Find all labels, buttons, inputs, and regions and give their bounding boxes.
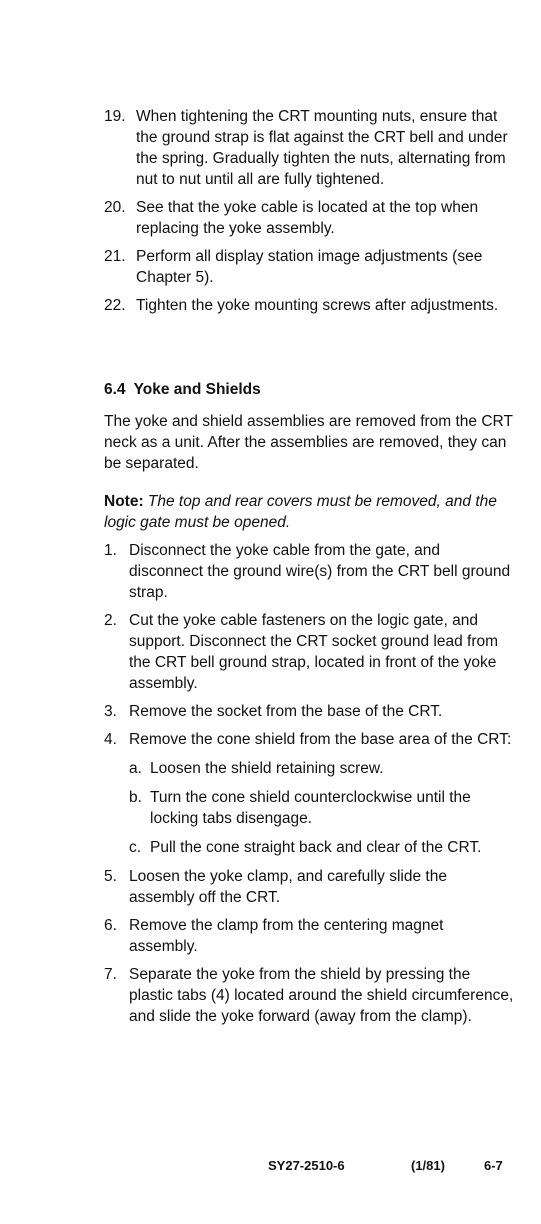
section-number: 6.4 — [104, 381, 126, 398]
step-text: Disconnect the yoke cable from the gate, and disconnect the ground wire(s) from the CRT bell ground strap. — [129, 542, 511, 601]
step-number: 20. — [104, 199, 126, 216]
substep-c — [129, 837, 514, 858]
step-number: 22. — [104, 297, 126, 314]
step-number: 3. — [104, 703, 117, 720]
section-intro: The yoke and shield assemblies are removed from the CRT neck as a unit. After the assemblies are removed, they can be separated. — [104, 413, 513, 472]
date-code: (1/81) — [411, 1158, 445, 1173]
step-number: 7. — [104, 966, 117, 983]
step-20 — [104, 197, 514, 239]
section-title: Yoke and Shields — [133, 381, 261, 398]
step-text: Remove the clamp from the centering magnet assembly. — [129, 917, 444, 955]
step-text: Tighten the yoke mounting screws after adjustments. — [136, 297, 499, 314]
continued-steps-list — [104, 106, 514, 323]
substep-a — [129, 758, 514, 779]
step-text: Remove the socket from the base of the CRT. — [129, 703, 443, 720]
substep-letter: c. — [129, 839, 142, 856]
step-4 — [104, 729, 514, 858]
step-3 — [104, 701, 514, 722]
step-19 — [104, 106, 514, 190]
note-label: Note: — [104, 493, 144, 510]
step-2 — [104, 610, 514, 694]
page-number: 6-7 — [484, 1158, 503, 1173]
step-text: Remove the cone shield from the base area of the CRT: — [129, 731, 512, 748]
step-number: 4. — [104, 731, 117, 748]
step-text: See that the yoke cable is located at the top when replacing the yoke assembly. — [136, 199, 479, 237]
step-number: 1. — [104, 542, 117, 559]
substep-b — [129, 787, 514, 829]
step-text: Loosen the yoke clamp, and carefully slide the assembly off the CRT. — [129, 868, 447, 906]
substep-text: Pull the cone straight back and clear of the CRT. — [150, 839, 482, 856]
step-text: Perform all display station image adjustments (see Chapter 5). — [136, 248, 483, 286]
step-1 — [104, 540, 514, 603]
step-text: Cut the yoke cable fasteners on the logic gate, and support. Disconnect the CRT socket ground lead from the CRT bell ground strap, located in front of the yoke assembly. — [129, 612, 499, 692]
step-number: 21. — [104, 248, 126, 265]
step-text: When tightening the CRT mounting nuts, ensure that the ground strap is flat against the CRT bell and under the spring. Gradually tighten the nuts, alternating from nut to nut until all are fully tightened. — [136, 108, 508, 188]
step-6 — [104, 915, 514, 957]
step-21 — [104, 246, 514, 288]
note — [104, 491, 514, 533]
substep-text: Turn the cone shield counterclockwise until the locking tabs disengage. — [150, 789, 471, 827]
step-text: Separate the yoke from the shield by pressing the plastic tabs (4) located around the shield circumference, and slide the yoke forward (away from the clamp). — [129, 966, 514, 1025]
step-number: 5. — [104, 868, 117, 885]
substeps-list — [129, 758, 514, 858]
step-5 — [104, 866, 514, 908]
step-7 — [104, 964, 514, 1027]
form-number: SY27-2510-6 — [268, 1158, 345, 1173]
substep-text: Loosen the shield retaining screw. — [150, 760, 384, 777]
section-heading — [104, 381, 261, 399]
step-22 — [104, 295, 514, 316]
step-number: 2. — [104, 612, 117, 629]
step-number: 19. — [104, 108, 126, 125]
removal-steps-list — [104, 540, 514, 1034]
note-text: The top and rear covers must be removed, and the logic gate must be opened. — [104, 493, 497, 531]
substep-letter: a. — [129, 760, 142, 777]
substep-letter: b. — [129, 789, 142, 806]
step-number: 6. — [104, 917, 117, 934]
